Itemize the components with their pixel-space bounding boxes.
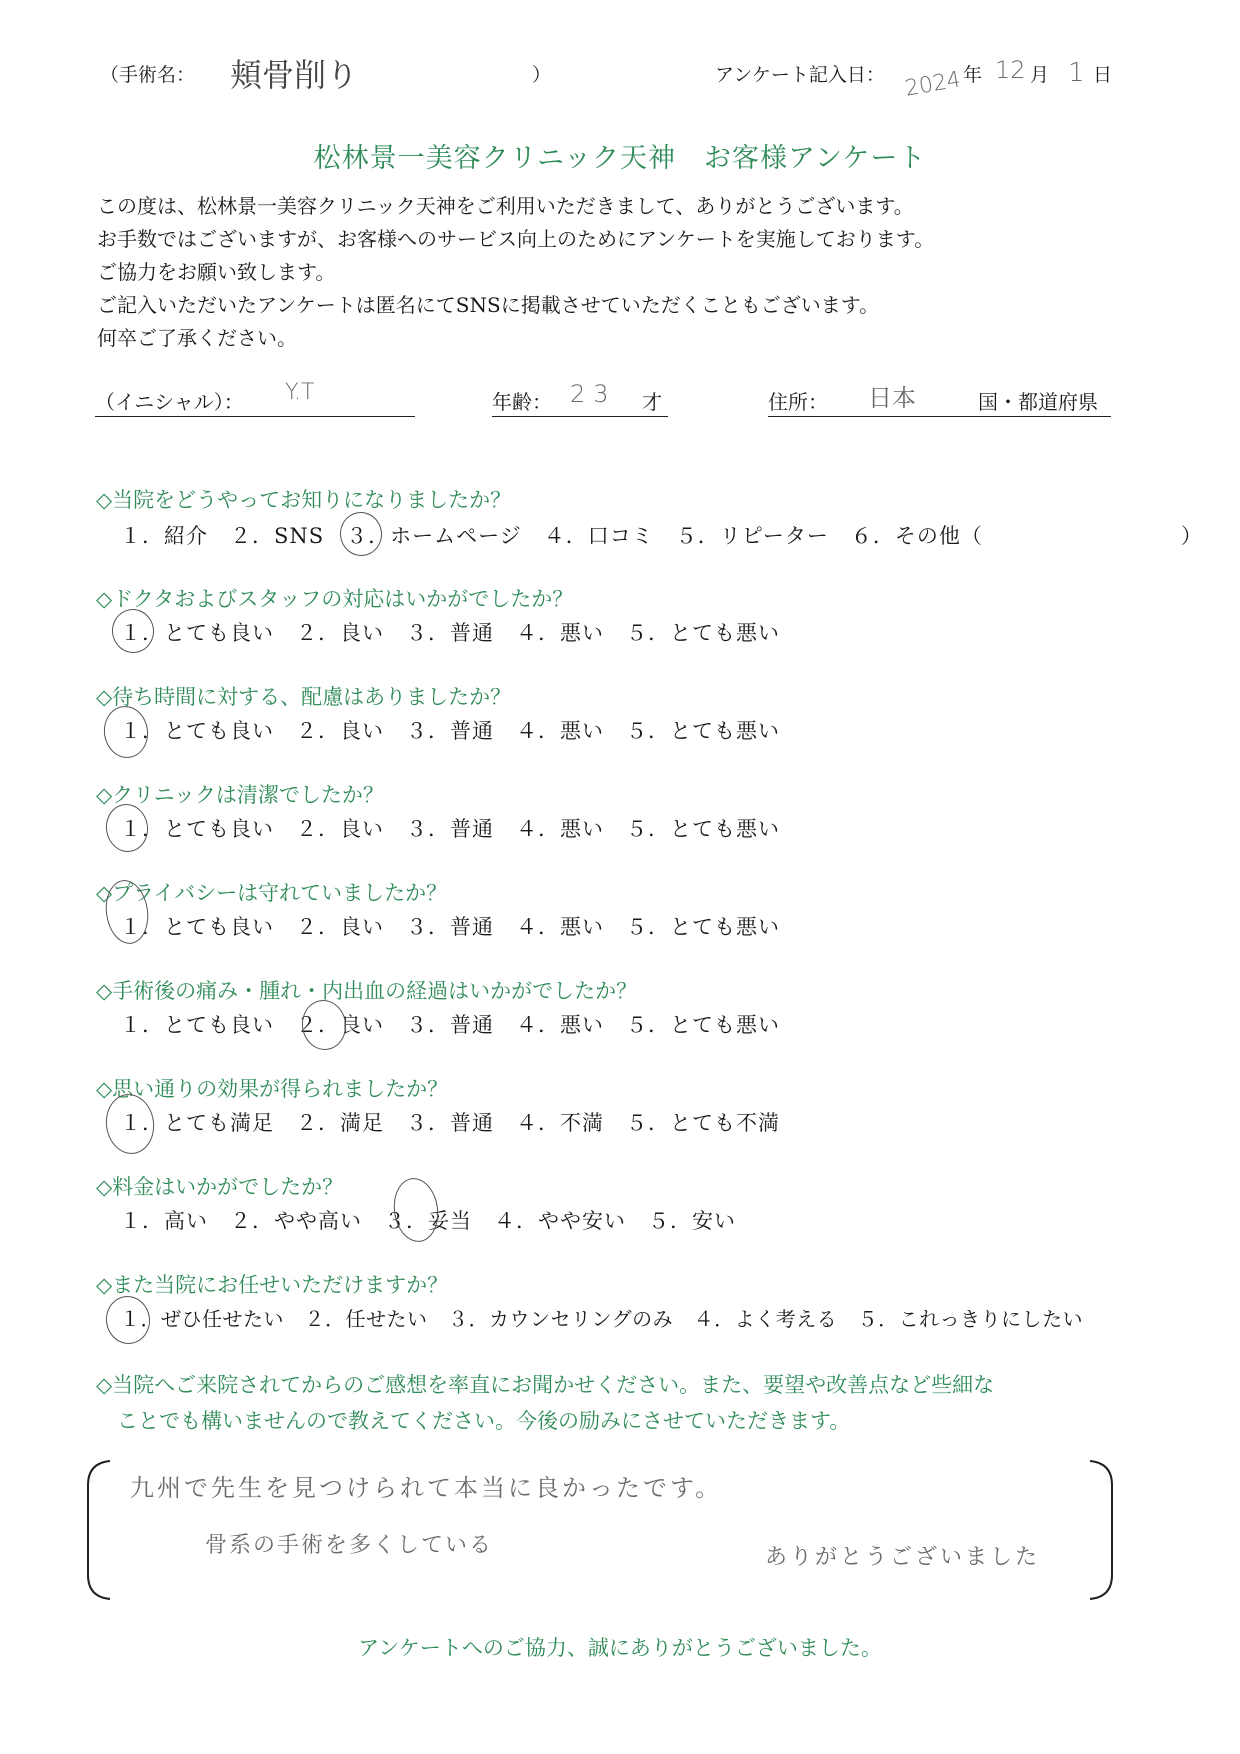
question-7-options[interactable]: １．とても満足 ２．満足 ３．普通 ４．不満 ５．とても不満 (120, 1111, 780, 1135)
day-value: 1 (1068, 58, 1085, 88)
month-unit: 月 (1030, 64, 1050, 86)
question-2-text: ◇ドクタおよびスタッフの対応はいかがでしたか？ (96, 587, 574, 611)
address-suffix: 国・都道府県 (978, 390, 1098, 414)
year-unit: 年 (963, 64, 983, 86)
question-2-options[interactable]: １．とても良い ２．良い ３．普通 ４．悪い ５．とても悪い (120, 621, 780, 645)
question-7-text: ◇思い通りの効果が得られましたか？ (96, 1077, 449, 1101)
comment-line-2: 骨系の手術を多くしている (205, 1533, 494, 1558)
address-label: 住所： (768, 390, 828, 414)
question-3-options[interactable]: １．とても良い ２．良い ３．普通 ４．悪い ５．とても悪い (120, 719, 780, 743)
selection-circle (109, 606, 157, 655)
comments-prompt-line: ことでも構いませんので教えてください。今後の励みにさせていただきます。 (117, 1409, 851, 1433)
age-unit: 才 (642, 390, 662, 414)
question-8-options[interactable]: １．高い ２．やや高い ３．妥当 ４．やや安い ５．安い (120, 1209, 736, 1233)
question-5-text: ◇プライバシーは守れていましたか？ (96, 881, 448, 905)
question-5-options[interactable]: １．とても良い ２．良い ３．普通 ４．悪い ５．とても悪い (120, 915, 780, 939)
procedure-label: （手術名： (100, 64, 196, 86)
year-value: 2024 (903, 67, 963, 102)
question-6-text: ◇手術後の痛み・腫れ・内出血の経過はいかがでしたか？ (96, 979, 638, 1003)
selection-circle (299, 997, 350, 1053)
intro-line: ご協力をお願い致します。 (97, 260, 336, 284)
age-value: 23 (570, 380, 617, 408)
comment-line-1: 九州で先生を見つけられて本当に良かったです。 (130, 1474, 723, 1502)
intro-line: お手数ではございますが、お客様へのサービス向上のためにアンケートを実施しております。 (97, 227, 935, 251)
initial-value: Y.T (285, 380, 315, 405)
age-label: 年齢： (492, 390, 552, 414)
month-value: 12 (995, 56, 1026, 84)
address-value: 日本 (868, 384, 916, 412)
selection-circle (103, 801, 151, 854)
comments-prompt (96, 1367, 994, 1439)
date-label: アンケート記入日： (715, 64, 885, 86)
initial-field[interactable] (95, 380, 415, 417)
footer-thanks: アンケートへのご協力、誠にありがとうございました。 (358, 1636, 882, 1660)
procedure-close: ） (532, 64, 552, 86)
question-9-text: ◇また当院にお任せいただけますか？ (96, 1273, 449, 1297)
intro-line: ご記入いただいたアンケートは匿名にてSNSに掲載させていただくこともございます。 (97, 293, 880, 317)
question-8-text: ◇料金はいかがでしたか？ (96, 1175, 344, 1199)
selection-circle (103, 1293, 153, 1347)
question-4-options[interactable]: １．とても良い ２．良い ３．普通 ４．悪い ５．とても悪い (120, 817, 780, 841)
question-1-text: ◇当院をどうやってお知りになりましたか？ (96, 488, 512, 512)
address-field[interactable] (768, 386, 1111, 417)
comment-line-3: ありがとうございました (765, 1545, 1041, 1570)
selection-circle (101, 703, 152, 761)
intro-line: 何卒ご了承ください。 (97, 326, 297, 350)
question-1-options[interactable]: １．紹介 ２．SNS ３．ホームページ ４．口コミ ５．リピーター ６．その他（ ） (120, 524, 1203, 548)
question-3-text: ◇待ち時間に対する、配慮はありましたか？ (96, 685, 512, 709)
comments-prompt-line: ◇当院へご来院されてからのご感想を率直にお聞かせください。また、要望や改善点など些細な (96, 1373, 995, 1397)
intro-line: この度は、松林景一美容クリニック天神をご利用いただきまして、ありがとうございます。 (97, 194, 914, 218)
question-9-options[interactable]: １．ぜひ任せたい ２．任せたい ３．カウンセリングのみ ４．よく考える ５．これっきりにしたい (120, 1307, 1084, 1331)
question-4-text: ◇クリニックは清潔でしたか？ (96, 783, 384, 807)
age-field[interactable] (492, 380, 668, 417)
procedure-value: 頬骨削り (230, 56, 359, 94)
day-unit: 日 (1093, 64, 1113, 86)
question-6-options[interactable]: １．とても良い ２．良い ３．普通 ４．悪い ５．とても悪い (120, 1013, 780, 1037)
survey-title: 松林景一美容クリニック天神 お客様アンケート (313, 143, 927, 174)
initial-label: （イニシャル）： (95, 390, 244, 414)
selection-circle (337, 509, 385, 558)
intro-paragraph (97, 190, 934, 355)
